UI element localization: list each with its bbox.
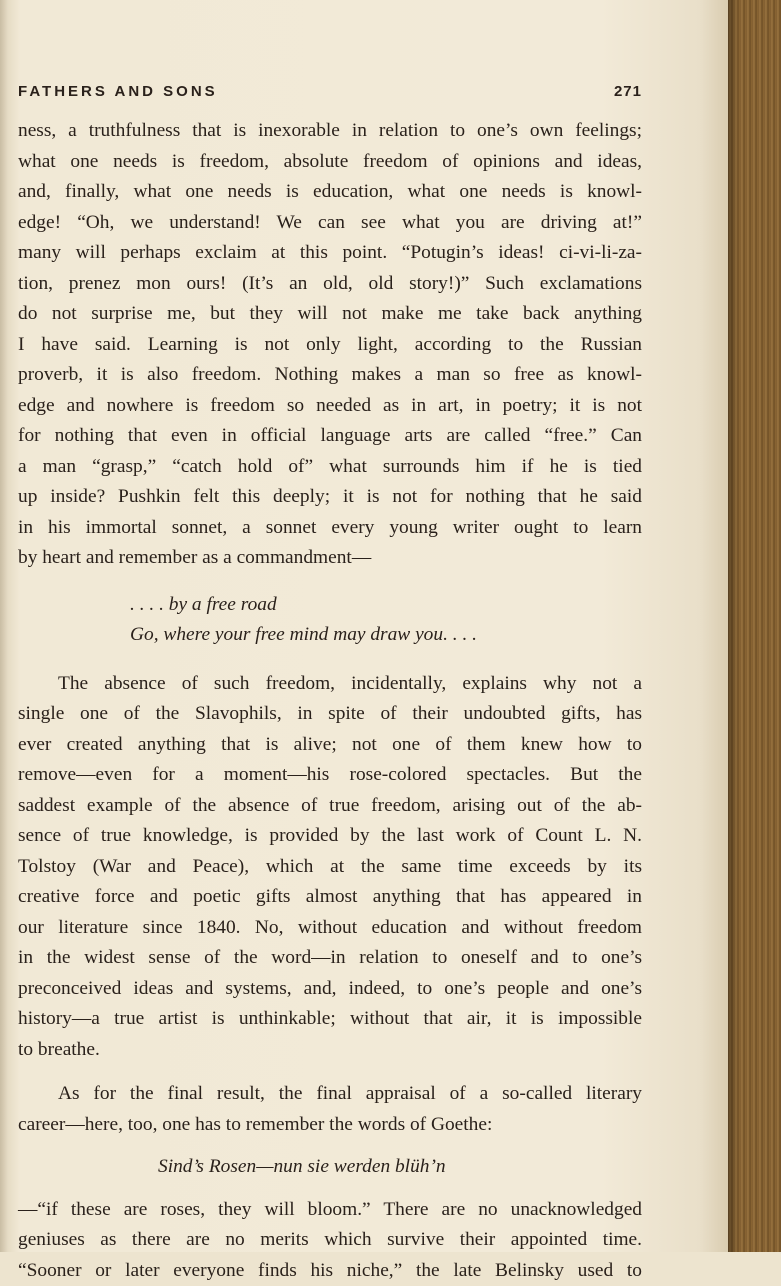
text-line: preconceived ideas and systems, and, indeed, to one’s people and one’s — [18, 974, 642, 1005]
text-line: As for the final result, the final appraisal of a so-called literary — [18, 1079, 642, 1110]
paragraph-3 — [18, 1079, 642, 1140]
text-line: to breathe. — [18, 1035, 642, 1066]
text-line: career—here, too, one has to remember the words of Goethe: — [18, 1110, 642, 1141]
text-line: what one needs is freedom, absolute freedom of opinions and ideas, — [18, 147, 642, 178]
paragraph-2 — [18, 669, 642, 1066]
text-line: The absence of such freedom, incidentally, explains why not a — [18, 669, 642, 700]
text-line: by heart and remember as a commandment— — [18, 543, 642, 574]
text-line: edge! “Oh, we understand! We can see what you are driving at!” — [18, 208, 642, 239]
text-line: geniuses as there are no merits which survive their appointed time. — [18, 1225, 642, 1256]
page-number: 271 — [614, 83, 642, 100]
text-line: creative force and poetic gifts almost anything that has appeared in — [18, 882, 642, 913]
text-line: ness, a truthfulness that is inexorable in relation to one’s own feelings; — [18, 116, 642, 147]
goethe-quote: Sind’s Rosen—nun sie werden blüh’n — [18, 1152, 642, 1183]
text-line: in the widest sense of the word—in relation to oneself and to one’s — [18, 943, 642, 974]
paragraph-1 — [18, 116, 642, 574]
verse-quotation — [18, 590, 642, 651]
body-text — [18, 116, 642, 1286]
text-line: proverb, it is also freedom. Nothing makes a man so free as knowl- — [18, 360, 642, 391]
text-line: sence of true knowledge, is provided by the last work of Count L. N. — [18, 821, 642, 852]
paragraph-4 — [18, 1195, 642, 1286]
running-head: FATHERS AND SONS — [18, 83, 218, 100]
text-line: up inside? Pushkin felt this deeply; it is not for nothing that he said — [18, 482, 642, 513]
text-line: many will perhaps exclaim at this point. “Potugin’s ideas! ci-vi-li-za- — [18, 238, 642, 269]
text-line: our literature since 1840. No, without education and without freedom — [18, 913, 642, 944]
verse-line: . . . . by a free road — [130, 590, 642, 621]
text-line: ever created anything that is alive; not one of them knew how to — [18, 730, 642, 761]
text-line: tion, prenez mon ours! (It’s an old, old story!)” Such exclamations — [18, 269, 642, 300]
text-line: edge and nowhere is freedom so needed as in art, in poetry; it is not — [18, 391, 642, 422]
text-line: do not surprise me, but they will not make me take back anything — [18, 299, 642, 330]
text-line: I have said. Learning is not only light, according to the Russian — [18, 330, 642, 361]
text-line: saddest example of the absence of true freedom, arising out of the ab- — [18, 791, 642, 822]
text-line: and, finally, what one needs is education, what one needs is knowl- — [18, 177, 642, 208]
book-spine-edge — [728, 0, 781, 1252]
text-line: in his immortal sonnet, a sonnet every young writer ought to learn — [18, 513, 642, 544]
text-line: a man “grasp,” “catch hold of” what surrounds him if he is tied — [18, 452, 642, 483]
text-line: —“if these are roses, they will bloom.” There are no unacknowledged — [18, 1195, 642, 1226]
page-header — [18, 80, 642, 104]
text-line: for nothing that even in official language arts are called “free.” Can — [18, 421, 642, 452]
text-line: single one of the Slavophils, in spite of their undoubted gifts, has — [18, 699, 642, 730]
text-line: “Sooner or later everyone finds his niche,” the late Belinsky used to — [18, 1256, 642, 1286]
text-line: remove—even for a moment—his rose-colored spectacles. But the — [18, 760, 642, 791]
text-line: history—a true artist is unthinkable; without that air, it is impossible — [18, 1004, 642, 1035]
verse-line: Go, where your free mind may draw you. . . . — [130, 620, 642, 651]
text-line: Tolstoy (War and Peace), which at the same time exceeds by its — [18, 852, 642, 883]
